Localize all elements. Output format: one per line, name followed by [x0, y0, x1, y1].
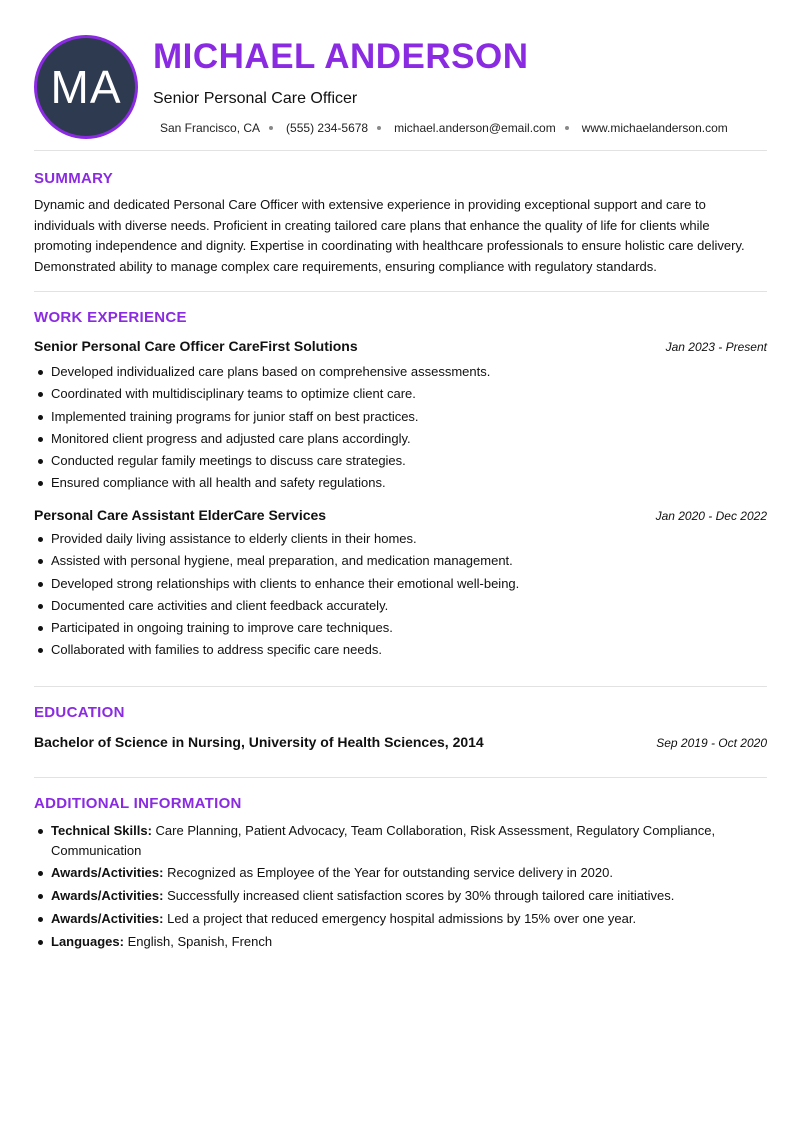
- item-text: Successfully increased client satisfaction scores by 30% through tailored care initiatives.: [167, 888, 675, 904]
- list-item: Developed individualized care plans based on comprehensive assessments.: [34, 361, 767, 383]
- job-dates: Jan 2020 - Dec 2022: [655, 509, 767, 523]
- education-dates: Sep 2019 - Oct 2020: [656, 736, 767, 750]
- contact-location: San Francisco, CA: [160, 121, 261, 135]
- item-label: Awards/Activities:: [51, 888, 164, 904]
- section-divider: [34, 686, 767, 687]
- education-heading: EDUCATION: [34, 704, 125, 721]
- item-text: English, Spanish, French: [127, 933, 273, 949]
- item-text: Care Planning, Patient Advocacy, Team Collaboration, Risk Assessment, Regulatory Compliance, Communication: [51, 823, 716, 858]
- separator-dot-icon: [269, 126, 273, 130]
- list-item: [34, 886, 767, 906]
- experience-heading: WORK EXPERIENCE: [34, 309, 187, 326]
- list-item: Documented care activities and client feedback accurately.: [34, 595, 767, 617]
- section-divider: [34, 777, 767, 778]
- list-item: Implemented training programs for junior staff on best practices.: [34, 406, 767, 428]
- section-divider: [34, 150, 767, 151]
- list-item: Developed strong relationships with clients to enhance their emotional well-being.: [34, 573, 767, 595]
- list-item: Coordinated with multidisciplinary teams to optimize client care.: [34, 383, 767, 405]
- list-item: Assisted with personal hygiene, meal preparation, and medication management.: [34, 550, 767, 572]
- job-bullets: [34, 361, 767, 495]
- list-item: [34, 821, 767, 860]
- avatar-initials: MA: [50, 61, 122, 113]
- education-degree: Bachelor of Science in Nursing, University of Health Sciences, 2014: [34, 734, 484, 750]
- education-entry: [34, 733, 767, 752]
- job-role-company: Senior Personal Care Officer CareFirst Solutions: [34, 338, 358, 354]
- contact-bar: [160, 120, 728, 136]
- summary-text: Dynamic and dedicated Personal Care Officer with extensive experience in providing exceptional support and care to individuals with diverse needs. Proficient in creating tailored care plans that enhance the quality of life for clients while promoting independence and dignity. Expertise in coordinating with healthcare professionals to ensure holistic care delivery. Demonstrated ability to manage complex care requirements, ensuring compliance with regulatory standards.: [34, 197, 745, 274]
- separator-dot-icon: [377, 126, 381, 130]
- additional-list: [34, 821, 767, 954]
- item-label: Languages:: [51, 933, 124, 949]
- job-role-company: Personal Care Assistant ElderCare Services: [34, 507, 327, 523]
- job-header: [34, 337, 767, 356]
- summary-heading: SUMMARY: [34, 170, 114, 187]
- list-item: [34, 909, 767, 929]
- contact-email[interactable]: michael.anderson@email.com: [394, 121, 556, 135]
- list-item: [34, 932, 767, 952]
- item-text: Led a project that reduced emergency hospital admissions by 15% over one year.: [167, 910, 637, 926]
- contact-phone[interactable]: (555) 234-5678: [286, 121, 369, 135]
- candidate-title: Senior Personal Care Officer: [153, 90, 358, 107]
- list-item: Participated in ongoing training to improve care techniques.: [34, 617, 767, 639]
- section-divider: [34, 291, 767, 292]
- job-header: [34, 506, 767, 525]
- job-bullets: [34, 528, 767, 662]
- list-item: Collaborated with families to address specific care needs.: [34, 639, 767, 661]
- additional-heading: ADDITIONAL INFORMATION: [34, 795, 242, 812]
- job-dates: Jan 2023 - Present: [665, 340, 767, 354]
- list-item: [34, 863, 767, 883]
- contact-website[interactable]: www.michaelanderson.com: [581, 121, 728, 135]
- candidate-name: MICHAEL ANDERSON: [153, 37, 529, 76]
- list-item: Monitored client progress and adjusted care plans accordingly.: [34, 428, 767, 450]
- item-label: Awards/Activities:: [51, 865, 164, 881]
- list-item: Provided daily living assistance to elderly clients in their homes.: [34, 528, 767, 550]
- item-text: Recognized as Employee of the Year for outstanding service delivery in 2020.: [167, 865, 613, 881]
- separator-dot-icon: [565, 126, 569, 130]
- item-label: Technical Skills:: [51, 823, 152, 838]
- list-item: Ensured compliance with all health and safety regulations.: [34, 472, 767, 494]
- item-label: Awards/Activities:: [51, 910, 164, 926]
- avatar: [34, 35, 138, 139]
- list-item: Conducted regular family meetings to discuss care strategies.: [34, 450, 767, 472]
